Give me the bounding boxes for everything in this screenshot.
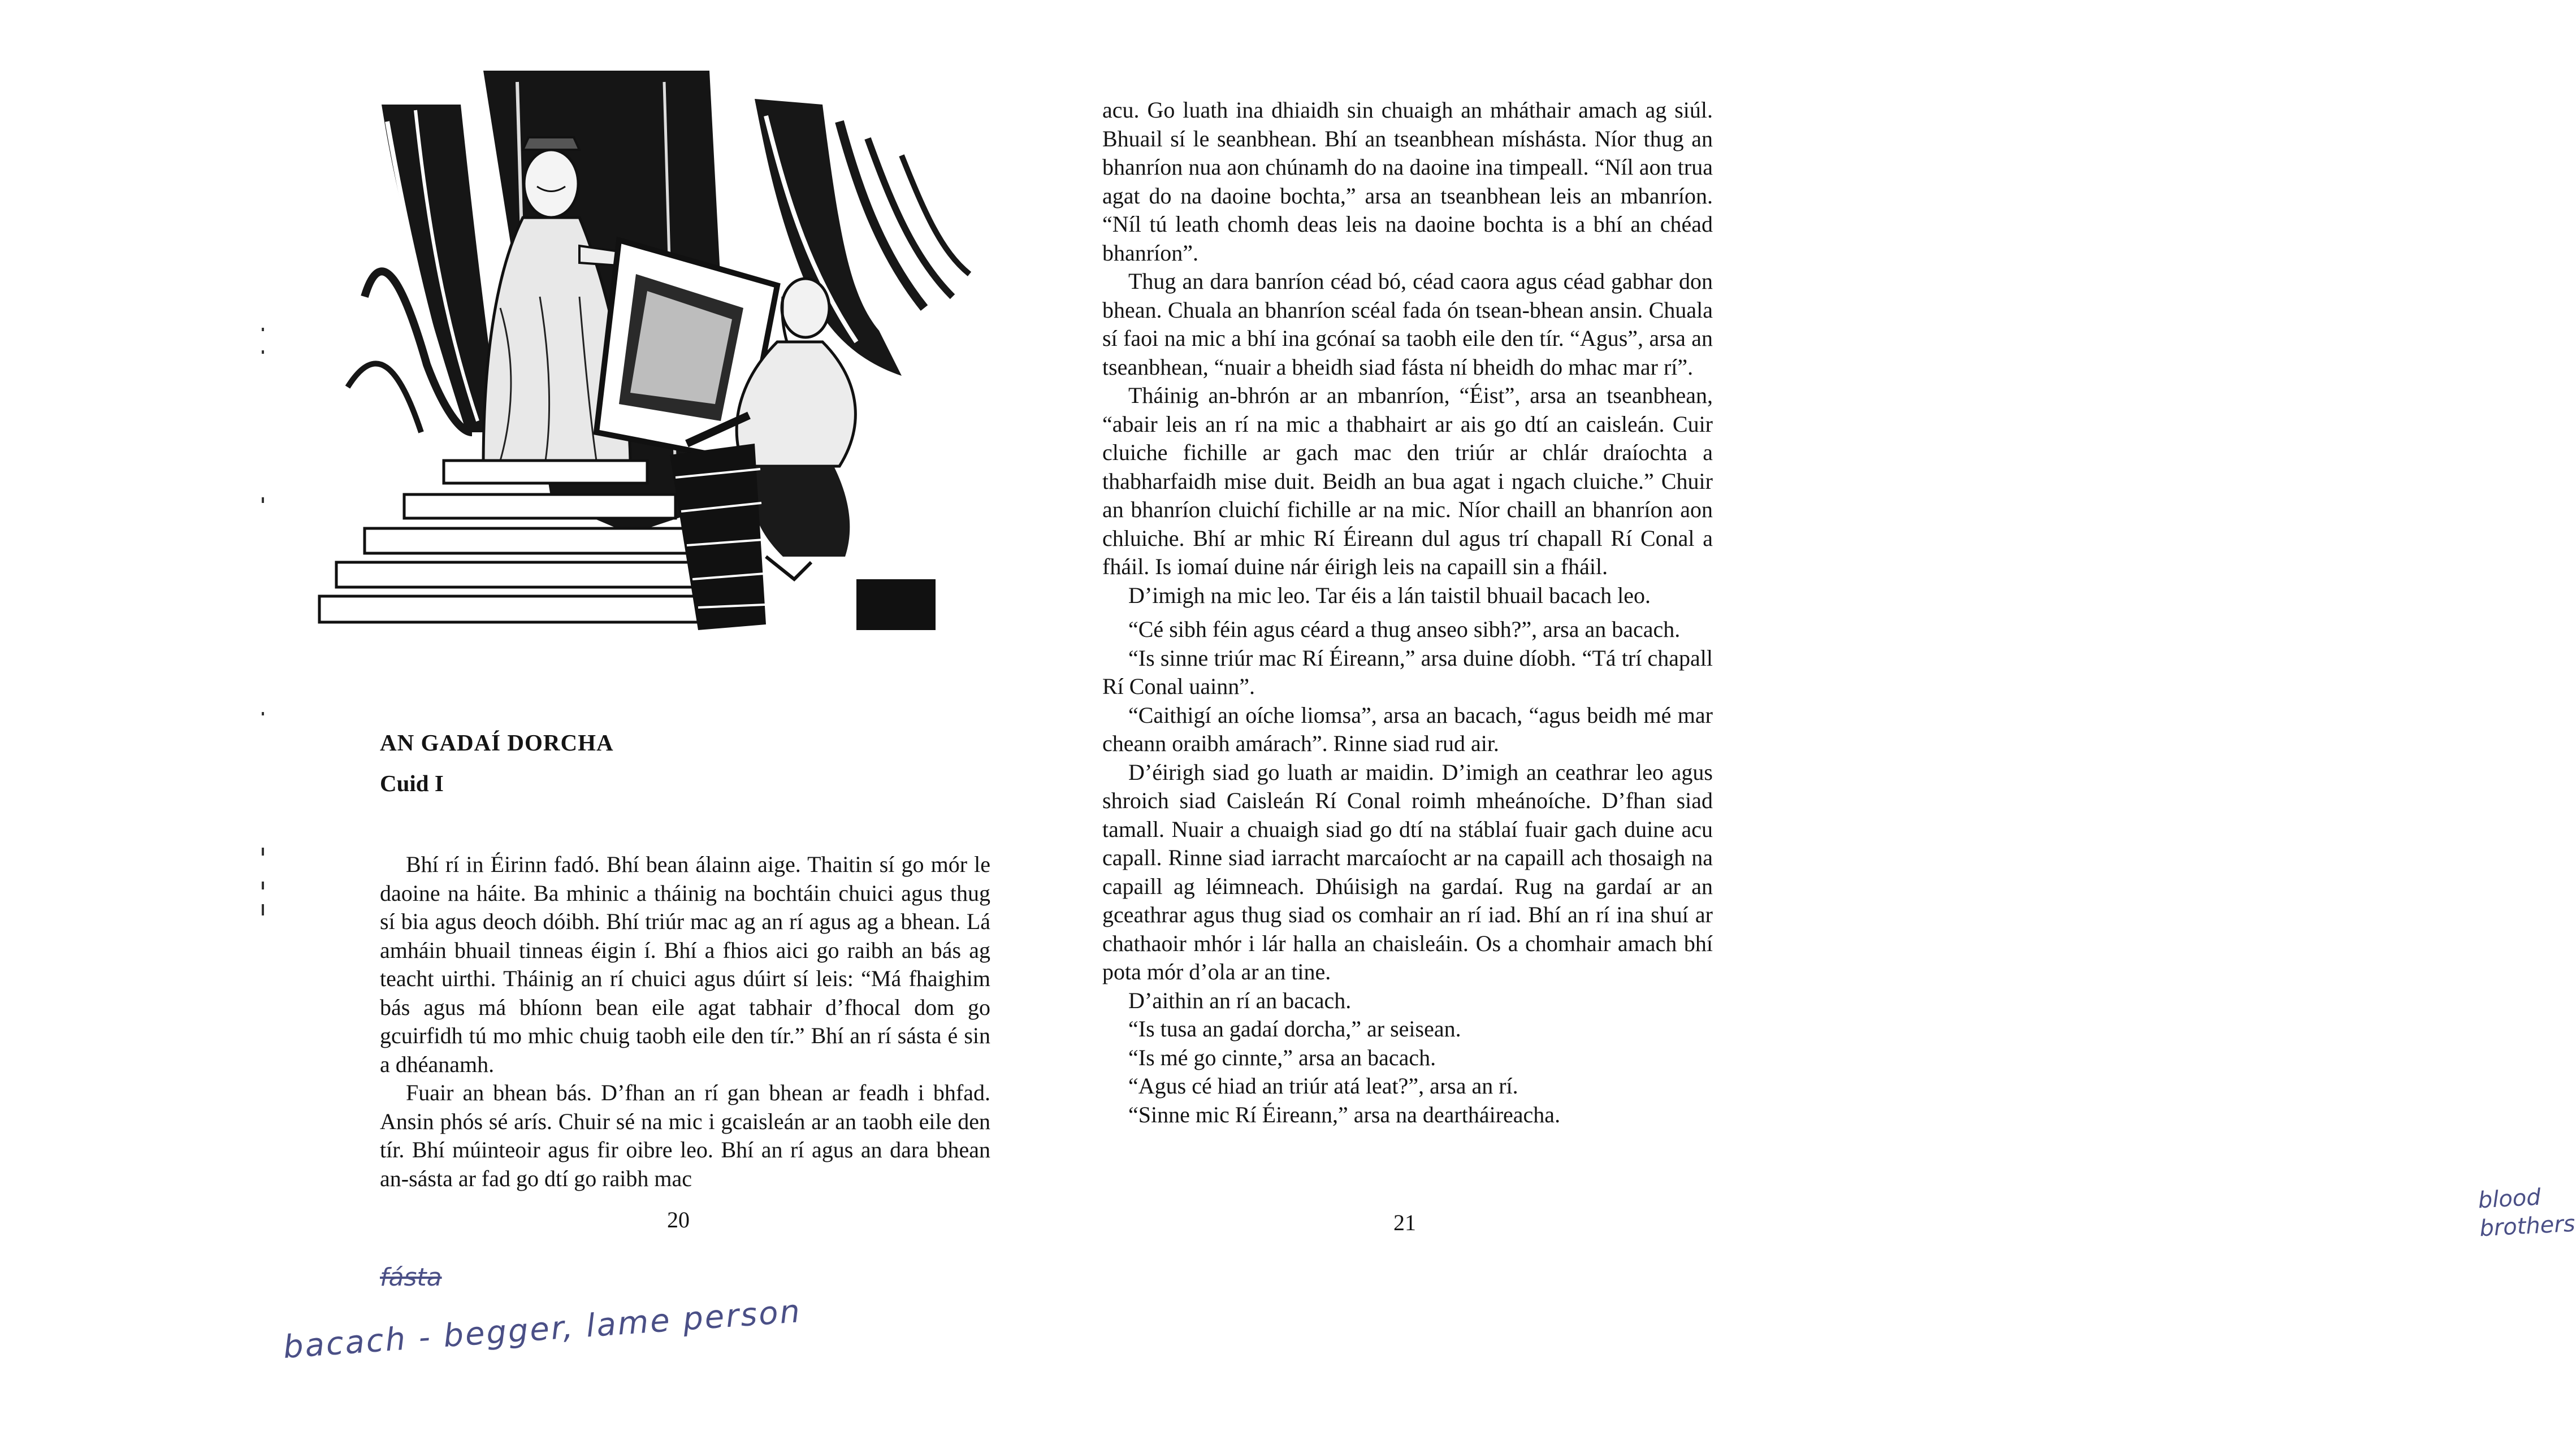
paragraph: “Caithigí an oíche liomsa”, arsa an bacach, “agus beidh mé mar cheann oraibh amárach”. Rinne siad rud air. bbox=[1102, 702, 1713, 756]
margin-marks bbox=[257, 328, 269, 921]
paragraph: “Is mé go cinnte,” arsa an bacach. bbox=[1128, 1044, 1436, 1070]
left-page bbox=[0, 0, 990, 1441]
page-number: 21 bbox=[1393, 1210, 1416, 1235]
story-part-label: Cuid I bbox=[380, 770, 444, 796]
paragraph: D’aithin an rí an bacach. bbox=[1128, 987, 1352, 1013]
page-number: 20 bbox=[667, 1207, 690, 1232]
curtain-left bbox=[348, 105, 500, 432]
paragraph: D’imigh na mic leo. Tar éis a lán taistil bhuail bacach leo. bbox=[1128, 582, 1651, 608]
paragraph: Tháinig an-bhrón ar an mbanríon, “Éist”, arsa an tseanbhean, “abair leis an rí na mic a thabhairt ar ais go dtí an caisleán. Cuir cluiche fichille ar gach mac den triúr ar chlár draíochta a thabharfaidh mise duit. Beidh an bua agat i ngach cluiche.” Chuir an bhanríon cluichí fichille ar na mic. Níor chaill an bhanríon aon chluiche. Bhí ar mhic Rí Éireann dul agus trí chapall Rí Conal a fháil. Is iomaí duine nár éirigh leis na capaill sin a fháil. bbox=[1102, 383, 1713, 579]
handwritten-note bbox=[2477, 1182, 2575, 1243]
paragraph: “Is tusa an gadaí dorcha,” ar seisean. bbox=[1128, 1016, 1461, 1041]
paragraph: Thug an dara banríon céad bó, céad caora agus céad gabhar don bhean. Chuala an bhanríon scéal fada ón tsean-bhean ansin. Chuala sí faoi na mic a bhí ina gcónaí sa taobh eile den tír. “Agus”, arsa an tseanbhean, “nuair a bheidh siad fásta ní bheidh do mhac mar rí”. bbox=[1102, 268, 1713, 380]
paragraph: Bhí rí in Éirinn fadó. Bhí bean álainn aige. Thaitin sí go mór le daoine na háite. Ba mhinic a tháinig na bochtáin chuici agus thug sí bia agus deoch dóibh. Bhí triúr mac ag an rí agus ag a bhean. Lá amháin bhuail tinneas éigin í. Bhí a fhios aici go raibh an bás ag teacht uirthi. Tháinig an rí chuici agus dúirt sí leis: “Má fhaighim bás agus má bhíonn bean eile agat tabhair d’fhocal dom go gcuirfidh tú mo mhic chuig taobh eile den tír.” Bhí an rí sásta é sin a dhéanamh. bbox=[380, 852, 990, 1077]
paragraph: D’éirigh siad go luath ar maidin. D’imigh an ceathrar leo agus shroich siad Caisleán Rí Conal roimh mheánoíche. D’fhan siad tamall. Nuair a chuaigh siad go dtí na stáblaí fuair gach duine acu capall. Rinne siad iarracht marcaíocht ar na capaill ach thosaigh na capaill ag léimneach. Dhúisigh na gardaí. Rug na gardaí ar an gceathrar agus thug siad os comhair an rí iad. Bhí an rí ina shuí ar chathaoir mhór i lár halla an chaisleáin. Os a chomhair amach bhí pota mór d’ola ar an tine. bbox=[1102, 759, 1713, 984]
right-body-text bbox=[1102, 96, 1713, 1129]
handwritten-crossed-word: fásta bbox=[380, 1263, 442, 1292]
paragraph: “Agus cé hiad an triúr atá leat?”, arsa an rí. bbox=[1128, 1073, 1518, 1099]
handwritten-line: brothers bbox=[2479, 1210, 2576, 1242]
paragraph: acu. Go luath ina dhiaidh sin chuaigh an mháthair amach ag siúl. Bhuail sí le seanbhean. Bhí an tseanbhean míshásta. Níor thug an bhanríon nua aon chúnamh do na daoine ina timpeall. “Níl aon trua agat do na daoine bochta,” arsa an tseanbhean leis an mbanríon. “Níl tú leath chomh deas leis na daoine bochta is a bhí an chéad bhanríon”. bbox=[1102, 97, 1713, 266]
handwritten-line: blood bbox=[2477, 1184, 2542, 1214]
throne-illustration bbox=[314, 71, 1026, 658]
right-page bbox=[933, 0, 2576, 1441]
handwritten-note: bacach - begger, lame person bbox=[282, 1293, 803, 1366]
paragraph: “Cé sibh féin agus céard a thug anseo sibh?”, arsa an bacach. bbox=[1128, 617, 1681, 642]
paragraph: “Sinne mic Rí Éireann,” arsa na deartháireacha. bbox=[1128, 1101, 1561, 1127]
left-body-text bbox=[380, 850, 990, 1193]
paragraph: “Is sinne triúr mac Rí Éireann,” arsa duine díobh. “Tá trí chapall Rí Conal uainn”. bbox=[1102, 645, 1713, 699]
paragraph: Fuair an bhean bás. D’fhan an rí gan bhean ar feadh i bhfad. Ansin phós sé arís. Chuir sé na mic i gcaisleán ar an taobh eile den tír. Bhí múinteoir agus fir oibre leo. Bhí an rí agus an dara bhean an-sásta ar fad go dtí go raibh mac bbox=[380, 1080, 990, 1191]
story-title: AN GADAÍ DORCHA bbox=[380, 730, 614, 756]
